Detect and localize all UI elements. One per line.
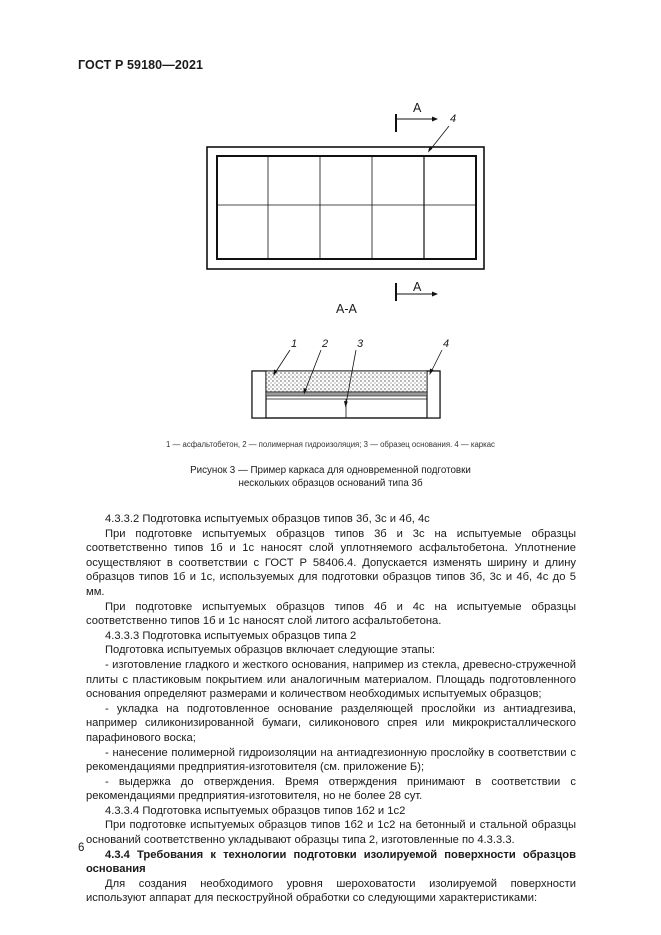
paragraph: При подготовке испытуемых образцов типов 4б и 4с на испытуемые образцы соответственно типов 1б и 1с наносят слой литого асфальтобетона. <box>86 600 576 628</box>
figure-3-drawing <box>0 0 661 440</box>
list-item: - укладка на подготовленное основание разделяющей прослойки из антиадгезива, например силиконизированной бумаги, силиконового спрея или микрокристаллического парафинового воска; <box>86 702 576 744</box>
callout-4: 4 <box>443 338 450 350</box>
callout-1: 1 <box>291 338 298 350</box>
paragraph: 4.3.3.3 Подготовка испытуемых образцов типа 2 <box>105 629 357 642</box>
callout-2: 2 <box>322 338 329 350</box>
callout-3: 3 <box>357 338 364 350</box>
caption-line-2: нескольких образцов оснований типа 3б <box>238 478 423 489</box>
section-mark-top <box>396 114 438 132</box>
paragraph: 4.3.3.4 Подготовка испытуемых образцов типов 1б2 и 1с2 <box>105 804 406 817</box>
paragraph: 4.3.3.2 Подготовка испытуемых образцов типов 3б, 3с и 4б, 4с <box>105 513 430 525</box>
paragraph: При подготовке испытуемых образцов типов 3б и 3с на испытуемые образцы соответственно типов 1б и 1с наносят слой уплотняемого асфальтобетона. Уплотнение осуществляют в соответствии с ГОСТ Р 58406.4. Допускается изменять ширину и длину образцов типов 1б и 1с, используемых для подготовки образцов типов 3б, 3с и 4б, 4с до 5 мм. <box>86 527 576 598</box>
callout-top-4: 4 <box>450 113 457 125</box>
document-header: ГОСТ Р 59180—2021 <box>78 58 204 72</box>
list-item: - изготовление гладкого и жесткого основания, например из стекла, древесно-стружечной плиты с пластиковым покрытием или аналогичным материалом. Площадь подготовленного основания определяют размерами и количеством необходимых испытуемых образцов; <box>86 658 576 701</box>
leader-4-top <box>428 126 449 153</box>
list-item: - нанесение полимерной гидроизоляции на антиадгезионную прослойку в соответствии с рекомендациями предприятия-изготовителя (см. приложение Б); <box>86 746 576 774</box>
paragraph: Подготовка испытуемых образцов включает следующие этапы: <box>105 644 435 657</box>
body-text <box>86 512 576 906</box>
cross-section-view <box>252 371 440 418</box>
paragraph: Для создания необходимого уровня шероховатости изолируемой поверхности используют аппарат для пескоструйной обработки со следующими характеристиками: <box>86 877 576 905</box>
paragraph: При подготовке испытуемых образцов типов 1б2 и 1с2 на бетонный и стальной образцы оснований соответственно укладывают образцы типа 2, изготовленные по 4.3.3.3. <box>86 819 576 847</box>
section-mark-bottom-letter: А <box>413 280 422 294</box>
caption-line-1: Рисунок 3 — Пример каркаса для одновременной подготовки <box>190 465 471 476</box>
figure-legend: 1 — асфальтобетон, 2 — полимерная гидроизоляция; 3 — образец основания. 4 — каркас <box>166 440 495 449</box>
section-title: А-А <box>336 302 357 316</box>
section-mark-top-letter: А <box>413 101 422 115</box>
list-item: - выдержка до отверждения. Время отверждения принимают в соответствии с рекомендациями предприятия-изготовителя, но не более 28 сут. <box>86 775 576 803</box>
figure-caption <box>0 464 661 490</box>
page-number: 6 <box>78 842 85 854</box>
frame-plan-view <box>207 147 484 269</box>
section-heading: 4.3.4 Требования к технологии подготовки изолируемой поверхности образцов основания <box>86 848 576 876</box>
